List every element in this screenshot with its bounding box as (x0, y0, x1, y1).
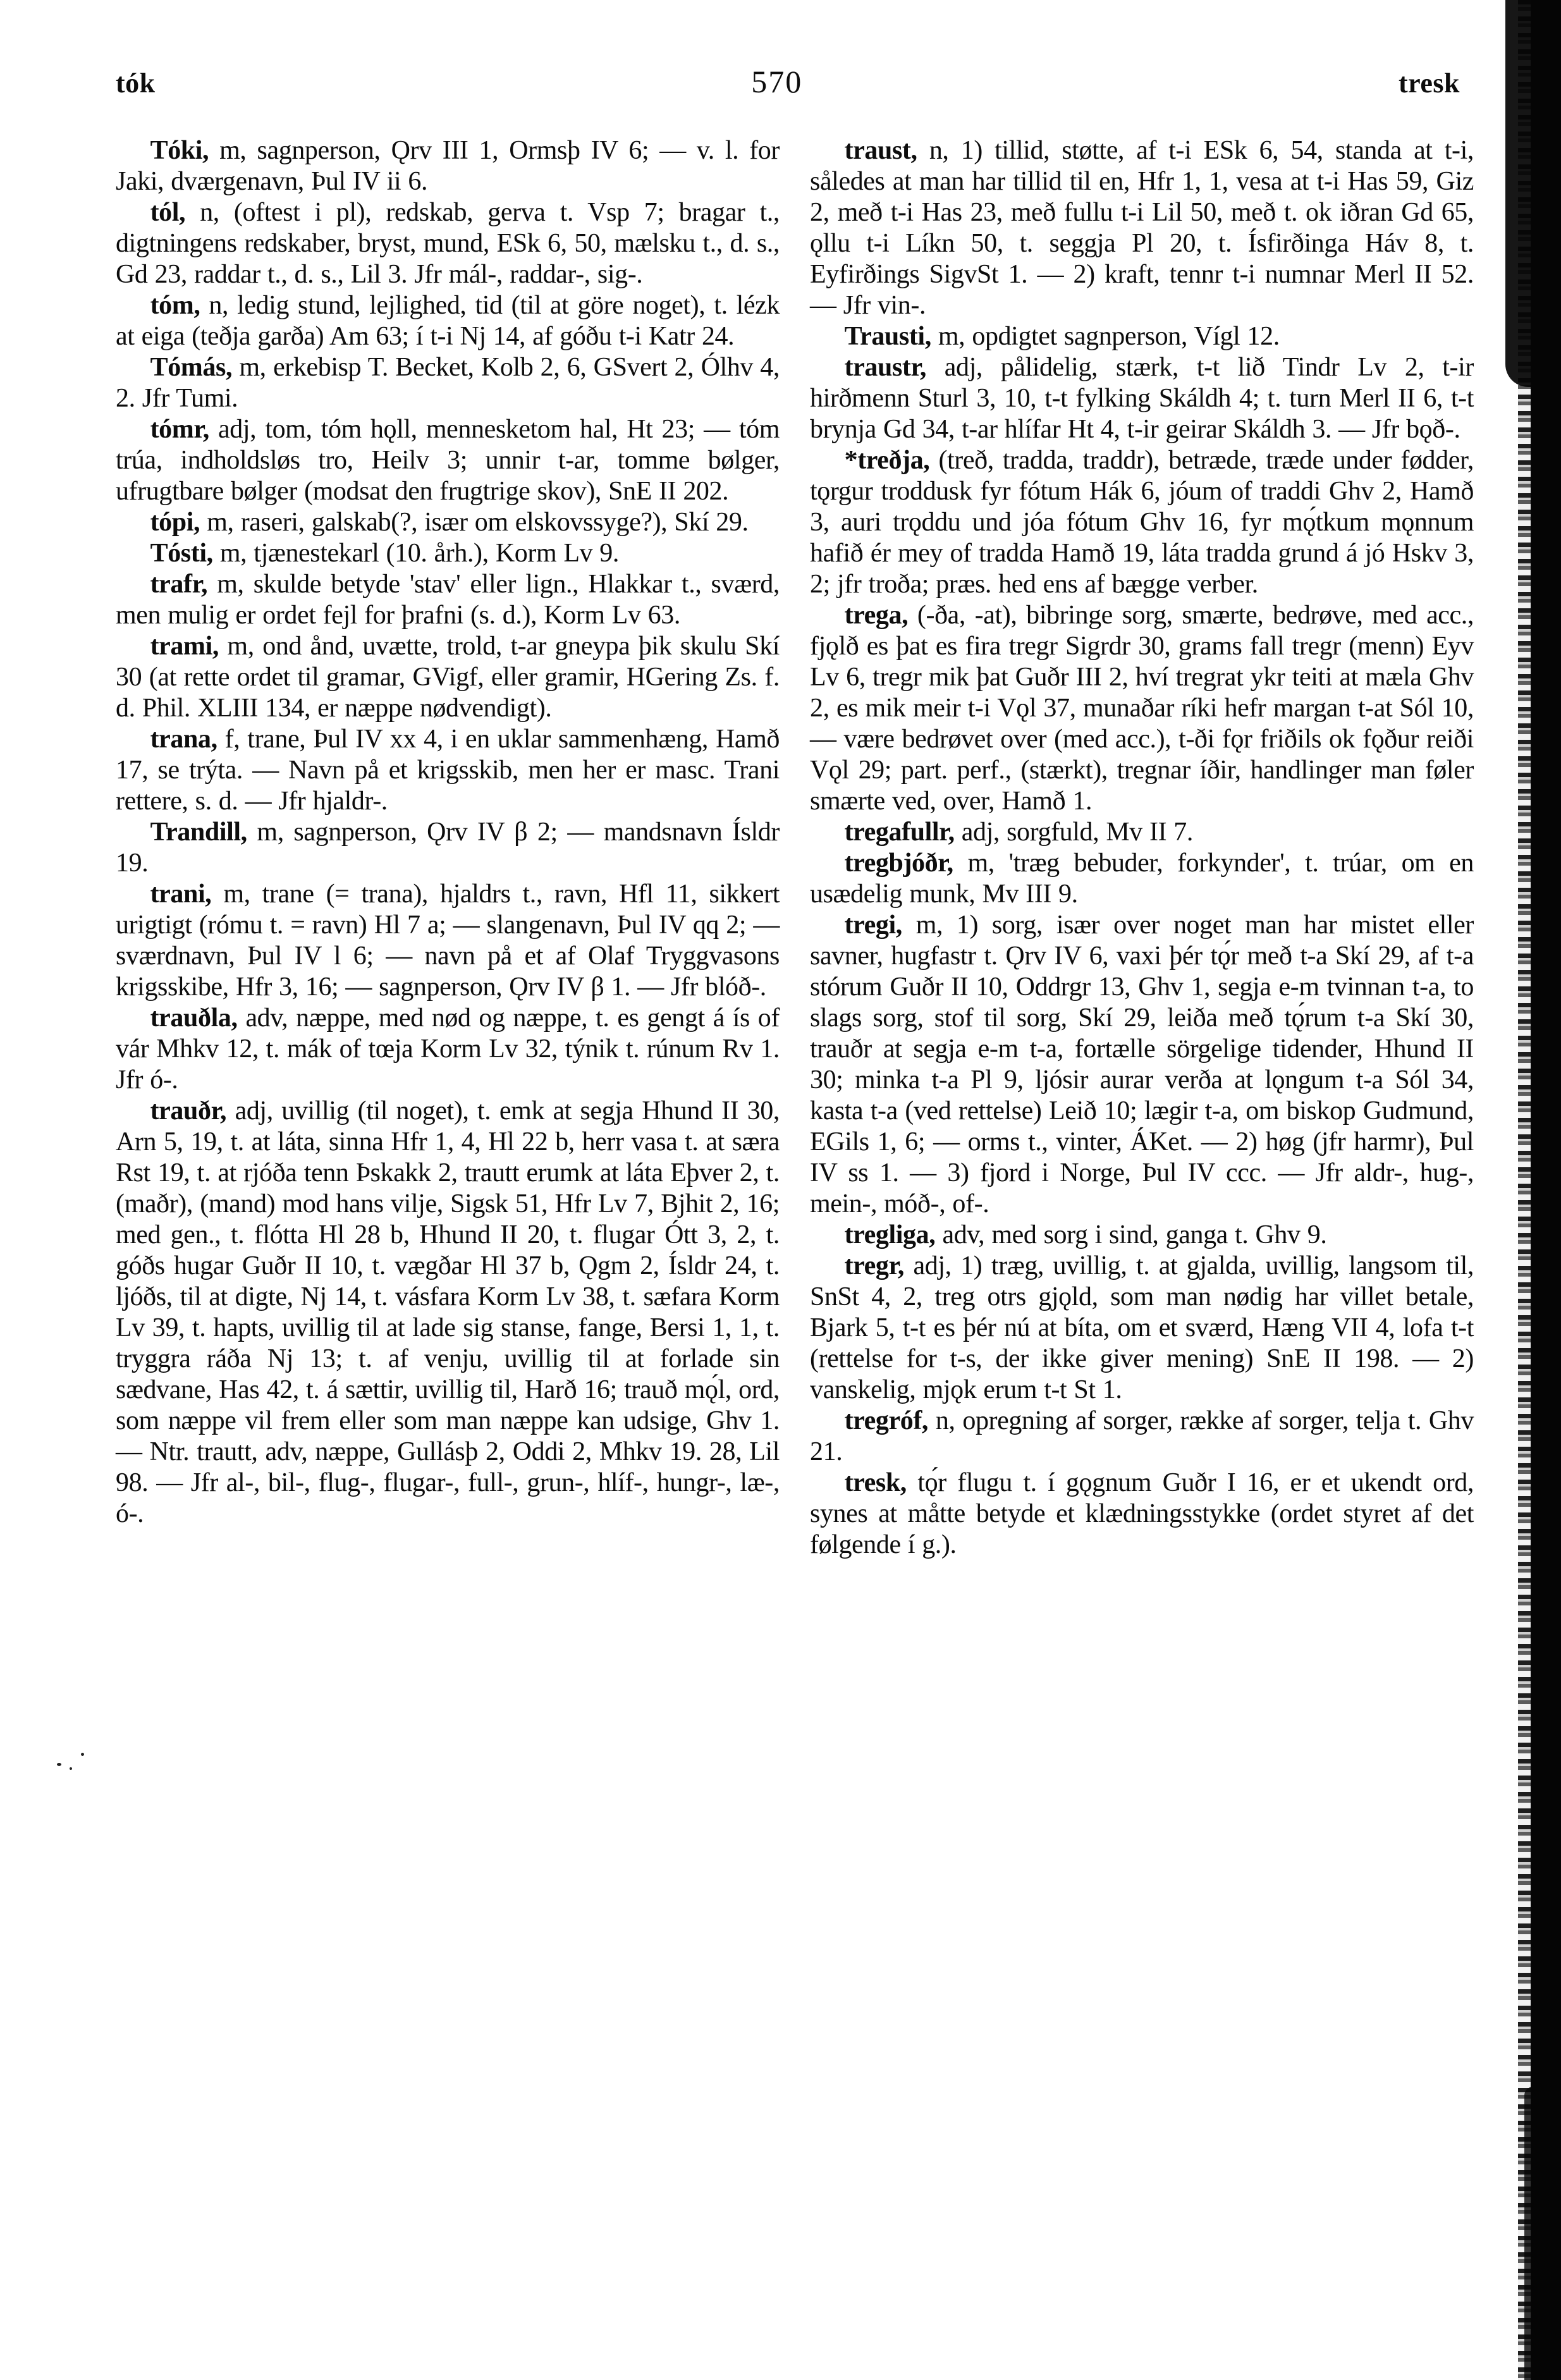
entry-body: n, opregning af sorger, række af sorger, telja t. Ghv 21. (810, 1406, 1474, 1466)
page-number: 570 (751, 64, 803, 99)
entry-body: m, opdigtet sagnperson, Vígl 12. (938, 322, 1280, 351)
entry-headword: trana, (150, 725, 217, 754)
entry-body: (treð, tradda, traddr), betræde, træde under fødder, tǫrgur troddusk fyr fótum Hák 6, jóum of traddi Ghv 2, Hamð 3, auri trǫddu und jóa fótum Ghv 16, fyr mǫ́tkum mǫnnum hafið ér mey of tradda Hamð 19, láta tradda grund á jó Hskv 3, 2; jfr troða; præs. hed ens af bægge verber. (810, 446, 1474, 599)
entry-body: m, sagnperson, Ǫrv IV β 2; — mandsnavn Ísldr 19. (116, 818, 780, 878)
dictionary-entry (116, 879, 780, 1003)
entry-headword: Trandill, (150, 818, 247, 847)
dictionary-entry (116, 569, 780, 631)
entry-headword: Tóki, (150, 136, 209, 165)
left-column (116, 135, 780, 1561)
entry-headword: tól, (150, 198, 186, 227)
entry-body: (-ða, -at), bibringe sorg, smærte, bedrøve, med acc., fjǫlð es þat es fira tregr Sigrdr 30, grams fall tregr (menn) Eyv Lv 6, tregr mik þat Guðr III 2, hví tregrat ykr teiti at mæla Ghv 2, es mik meir t-i Vǫl 37, munaðar ríki hefr margan t-at Sól 10, — være bedrøvet over (med acc.), t-ði fǫr friðils ok fǫður reiði Vǫl 29; part. perf., (stærkt), tregnar íðir, handlinger man føler smærte ved, over, Hamð 1. (810, 601, 1474, 816)
entry-body: m, sagnperson, Ǫrv III 1, Ormsþ IV 6; — v. l. for Jaki, dværgenavn, Þul IV ii 6. (116, 136, 780, 196)
entry-headword: trafr, (150, 570, 208, 599)
scan-noise-dot (70, 1767, 72, 1770)
entry-headword: *treðja, (844, 446, 930, 475)
dictionary-entry (116, 135, 780, 197)
entry-body: adv, næppe, med nød og næppe, t. es gengt á ís of vár Mhkv 12, t. mák of tœja Korm Lv 32, týnik t. rúnum Rv 1. Jfr ó-. (116, 1003, 780, 1095)
header-catchword-right: tresk (1398, 68, 1460, 99)
entry-headword: tresk, (844, 1468, 907, 1497)
entry-body: adv, med sorg i sind, ganga t. Ghv 9. (942, 1220, 1327, 1249)
dictionary-entry (810, 321, 1474, 352)
dictionary-entry (810, 848, 1474, 910)
entry-headword: trega, (844, 601, 909, 630)
entry-headword: tregbjóðr, (844, 849, 953, 878)
entry-headword: tregi, (844, 911, 902, 940)
entry-headword: Tósti, (150, 539, 213, 568)
running-header (116, 63, 1460, 100)
entry-headword: tópi, (150, 508, 200, 537)
scan-edge-bottom-artifact (1524, 2087, 1537, 2380)
entry-body: f, trane, Þul IV xx 4, i en uklar sammenhæng, Hamð 17, se trýta. — Navn på et krigsskib, men her er masc. Trani rettere, s. d. — Jfr hjaldr-. (116, 725, 780, 816)
entry-body: m, skulde betyde 'stav' eller lign., Hlakkar t., sværd, men mulig er ordet fejl for þrafni (s. d.), Korm Lv 63. (116, 570, 780, 630)
dictionary-entry (116, 538, 780, 569)
right-column (810, 135, 1474, 1561)
entry-headword: trami, (150, 632, 219, 661)
entry-body: n, 1) tillid, støtte, af t-i ESk 6, 54, standa at t-i, således at man har tillid til en, Hfr 1, 1, vesa at t-i Has 59, Giz 2, með t-i Has 23, með fullu t-i Lil 50, með t. ok iðran Gd 65, ǫllu t-i Líkn 50, t. seggja Pl 20, t. Ísfirðinga Háv 8, t. Eyfirðings SigvSt 1. — 2) kraft, tennr t-i numnar Merl II 52. — Jfr vin-. (810, 136, 1474, 320)
entry-body: m, raseri, galskab(?, især om elskovssyge?), Skí 29. (207, 508, 749, 537)
dictionary-entry (810, 910, 1474, 1220)
text-columns (116, 135, 1474, 1561)
dictionary-entry (810, 1220, 1474, 1251)
dictionary-entry (116, 352, 780, 414)
entry-headword: Tómás, (150, 353, 233, 382)
entry-body: adj, tom, tóm hǫll, mennesketom hal, Ht 23; — tóm trúa, indholdsløs tro, Heilv 3; unnir t-ar, tomme bølger, ufrugtbare bølger (modsat den frugtrige skov), SnE II 202. (116, 415, 780, 506)
dictionary-entry (116, 817, 780, 879)
entry-body: m, ond ånd, uvætte, trold, t-ar gneypa þik skulu Skí 30 (at rette ordet til gramar, GVigf, eller gramir, HGering Zs. f. d. Phil. XLIII 134, er næppe nødvendigt). (116, 632, 780, 723)
entry-body: m, 'træg bebuder, forkynder', t. trúar, om en usædelig munk, Mv III 9. (810, 849, 1474, 909)
entry-headword: traust, (844, 136, 917, 165)
entry-headword: trauðla, (150, 1003, 238, 1033)
entry-body: m, tjænestekarl (10. årh.), Korm Lv 9. (219, 539, 619, 568)
entry-headword: trauðr, (150, 1096, 227, 1126)
entry-headword: tóm, (150, 291, 200, 320)
entry-headword: tregróf, (844, 1406, 929, 1435)
entry-headword: Trausti, (844, 322, 931, 351)
dictionary-entry (116, 631, 780, 724)
dictionary-entry (810, 1406, 1474, 1468)
scan-edge-top-artifact (1505, 0, 1534, 387)
entry-headword: tregafullr, (844, 818, 955, 847)
entry-body: n, ledig stund, lejlighed, tid (til at göre noget), t. lézk at eiga (teðja garða) Am 63; í t-i Nj 14, af góðu t-i Katr 24. (116, 291, 780, 351)
entry-body: m, 1) sorg, især over noget man har mistet eller savner, hugfastr t. Ǫrv IV 6, vaxi þér tǫ́r með t-a Skí 29, af t-a stórum Guðr II 10, Oddrgr 13, Ghv 1, segja e-m tvinnan t-a, to slags sorg, stof til sorg, Skí 29, leiða með tǫ́rum t-a Skí 30, trauðr at segja e-m t-a, fortælle sörgelige tidender, Hhund II 30; minka t-a Pl 9, ljósir aurar verða at lǫngum t-a Sól 34, kasta t-a (ved rettelse) Leið 10; lægir t-a, om biskop Gudmund, EGils 1, 6; — orms t., vinter, ÁKet. — 2) høg (jfr harmr), Þul IV ss 1. — 3) fjord i Norge, Þul IV ccc. — Jfr aldr-, hug-, mein-, móð-, of-. (810, 911, 1474, 1218)
dictionary-entry (810, 135, 1474, 321)
entry-headword: tómr, (150, 415, 209, 444)
entry-headword: traustr, (844, 353, 926, 382)
entry-headword: tregr, (844, 1251, 904, 1280)
entry-headword: tregliga, (844, 1220, 936, 1249)
entry-body: adj, uvillig (til noget), t. emk at segja Hhund II 30, Arn 5, 19, t. at láta, sinna Hfr 1, 4, Hl 22 b, herr vasa t. at særa Rst 19, t. at rjóða tenn Þskakk 2, trautt erumk at láta Eþver 2, t. (maðr), (mand) mod hans vilje, Sigsk 51, Hfr Lv 7, Bjhit 2, 16; med gen., t. flótta Hl 28 b, Hhund II 20, t. flugar Ótt 3, 2, t. góðs hugar Guðr II 10, t. vægðar Hl 37 b, Ǫgm 2, Ísldr 24, t. ljóðs, til at digte, Nj 14, t. vásfara Korm Lv 38, t. sæfara Korm Lv 39, t. hapts, uvillig til at lade sig stanse, fange, Bersi 1, 1, t. tryggra ráða Nj 13; t. af venju, uvillig til at forlade sin sædvane, Has 42, t. á sættir, uvillig til, Harð 16; trauð mǫ́l, ord, som næppe vil frem eller som man næppe kan udsige, Ghv 1. — Ntr. trautt, adv, næppe, Gullásþ 2, Oddi 2, Mhkv 19. 28, Lil 98. — Jfr al-, bil-, flug-, flugar-, full-, grun-, hlíf-, hungr-, læ-, ó-. (116, 1096, 780, 1528)
dictionary-entry (116, 197, 780, 290)
scan-edge-artifact (1531, 0, 1561, 2380)
dictionary-entry (810, 352, 1474, 445)
scan-noise-dot (81, 1753, 84, 1756)
dictionary-entry (116, 414, 780, 507)
dictionary-entry (116, 724, 780, 817)
dictionary-entry (116, 1096, 780, 1530)
dictionary-entry (810, 817, 1474, 848)
dictionary-entry (810, 1468, 1474, 1561)
entry-body: n, (oftest i pl), redskab, gerva t. Vsp 7; bragar t., digtningens redskaber, bryst, mund, ESk 6, 50, mælsku t., d. s., Gd 23, raddar t., d. s., Lil 3. Jfr mál-, raddar-, sig-. (116, 198, 780, 289)
entry-body: m, trane (= trana), hjaldrs t., ravn, Hfl 11, sikkert urigtigt (rómu t. = ravn) Hl 7 a; — slangenavn, Þul IV qq 2; — sværdnavn, Þul IV l 6; — navn på et af Olaf Tryggvasons krigsskibe, Hfr 3, 16; — sagnperson, Ǫrv IV β 1. — Jfr blóð-. (116, 880, 780, 1002)
scan-noise-dot (57, 1763, 61, 1766)
dictionary-entry (116, 1003, 780, 1096)
entry-body: tǫ́r flugu t. í gǫgnum Guðr I 16, er et ukendt ord, synes at måtte betyde et klædningsstykke (ordet styret af det følgende í g.). (810, 1468, 1474, 1559)
dictionary-entry (810, 1251, 1474, 1406)
entry-body: adj, pålidelig, stærk, t-t lið Tindr Lv 2, t-ir hirðmenn Sturl 3, 10, t-t fylking Skáldh 4; t. turn Merl II 6, t-t brynja Gd 34, t-ar hlífar Ht 4, t-ir geirar Skáldh 3. — Jfr bǫð-. (810, 353, 1474, 444)
dictionary-entry (810, 600, 1474, 817)
entry-headword: trani, (150, 880, 212, 909)
entry-body: adj, sorgfuld, Mv II 7. (961, 818, 1193, 847)
dictionary-entry (116, 507, 780, 538)
dictionary-entry (116, 290, 780, 352)
header-catchword-left: tók (116, 68, 156, 99)
dictionary-entry (810, 445, 1474, 600)
entry-body: m, erkebisp T. Becket, Kolb 2, 6, GSvert 2, Ólhv 4, 2. Jfr Tumi. (116, 353, 780, 413)
entry-body: adj, 1) træg, uvillig, t. at gjalda, uvillig, langsom til, SnSt 4, 2, treg otrs gjǫld, som man nødig har villet betale, Bjark 5, t-t es þér nú at bíta, om et sværd, Hæng VII 4, lofa t-t (rettelse for t-s, der ikke giver mening) SnE II 198. — 2) vanskelig, mjǫk erum t-t St 1. (810, 1251, 1474, 1404)
